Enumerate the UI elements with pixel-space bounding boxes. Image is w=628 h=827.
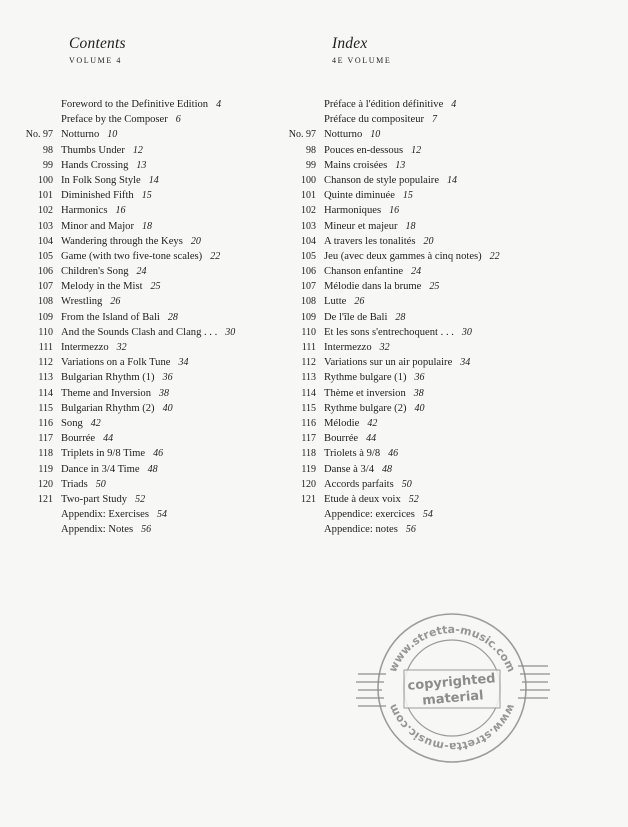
entry-number: 111 (301, 342, 316, 353)
entry-title: Et les sons s'entrechoquent . . . (324, 326, 454, 338)
entry-page: 56 (405, 524, 416, 536)
entry-title: Triplets in 9/8 Time (61, 448, 146, 460)
entry-number: 113 (301, 372, 316, 384)
entry-page: 52 (408, 493, 419, 505)
toc-entry (283, 431, 618, 446)
toc-entry (283, 264, 618, 279)
entry-title: Wrestling (61, 296, 103, 308)
entry-number: 119 (301, 463, 316, 475)
entry-number: 118 (38, 448, 53, 460)
entry-page: 32 (379, 342, 390, 353)
toc-entry (283, 188, 618, 203)
entry-page: 16 (115, 205, 126, 217)
entry-number: 105 (38, 250, 53, 262)
entry-number: 99 (306, 159, 316, 171)
entry-page: 48 (147, 463, 158, 475)
toc-entry (20, 143, 292, 158)
entry-title: Jeu (avec deux gammes à cinq notes) (324, 250, 482, 262)
entry-number: 108 (301, 296, 316, 308)
entry-title: Minor and Major (61, 220, 134, 232)
entry-page: 54 (422, 509, 433, 521)
entry-title: Bourrée (324, 433, 359, 445)
toc-entry (20, 462, 292, 477)
entry-page: 30 (225, 326, 236, 338)
toc-entry (283, 127, 618, 142)
copyright-stamp (352, 608, 552, 768)
entry-title: Préface à l'édition définitive (324, 99, 444, 110)
toc-entry (20, 264, 292, 279)
entry-page: 22 (210, 250, 221, 262)
toc-entry (20, 431, 292, 446)
entry-title: Danse à 3/4 (324, 463, 375, 475)
entry-page: 26 (354, 296, 365, 308)
entry-title: Chanson de style populaire (324, 174, 440, 186)
entry-title: Mineur et majeur (324, 220, 398, 232)
entry-number: 119 (38, 463, 53, 475)
entry-page: 46 (153, 448, 164, 460)
stamp-line1: copyrighted (406, 671, 497, 694)
entry-title: Mélodie dans la brume (324, 281, 422, 293)
entry-title: Intermezzo (324, 342, 372, 353)
entry-page: 34 (178, 357, 189, 369)
stamp-line2: material (421, 688, 485, 709)
entry-number: 103 (38, 220, 53, 232)
toc-entry (20, 446, 292, 461)
entry-page: 46 (388, 448, 399, 460)
entry-title: Harmoniques (324, 205, 382, 217)
entry-page: 32 (116, 342, 127, 353)
entry-page: 6 (175, 114, 181, 126)
entry-page: 40 (414, 402, 425, 414)
toc-entry (283, 477, 618, 492)
entry-page: 40 (162, 402, 173, 414)
toc-entry (283, 219, 618, 234)
toc-entry (20, 173, 292, 188)
entry-page: 12 (411, 144, 422, 156)
index-column (283, 34, 618, 537)
entry-title: Notturno (61, 129, 100, 141)
entry-title: Preface by the Composer (61, 114, 168, 126)
entry-number: 100 (301, 174, 316, 186)
entry-number: 116 (301, 417, 316, 429)
stamp-outer-text-bottom: www.stretta-music.com (386, 701, 518, 754)
entry-page: 4 (451, 99, 457, 110)
toc-entry (20, 507, 292, 522)
toc-entry (20, 188, 292, 203)
entry-page: 16 (389, 205, 400, 217)
entry-title: From the Island of Bali (61, 311, 160, 323)
toc-entry (20, 279, 292, 294)
entry-number: 101 (38, 190, 53, 202)
entry-number: 116 (38, 417, 53, 429)
entry-page: 15 (402, 190, 413, 202)
entry-page: 20 (190, 235, 201, 247)
entry-number: 104 (301, 235, 316, 247)
entry-title: Mains croisées (324, 159, 388, 171)
entry-number: 115 (301, 402, 316, 414)
entry-number: 120 (38, 478, 53, 490)
entry-page: 50 (401, 478, 412, 490)
entry-number: 110 (38, 326, 53, 338)
toc-entry (283, 173, 618, 188)
entry-page: 12 (132, 144, 143, 156)
toc-entry (283, 112, 618, 127)
toc-entry (283, 416, 618, 431)
toc-entry (20, 325, 292, 340)
stamp-outer-text-top: www.stretta-music.com (386, 622, 518, 675)
toc-entry (283, 370, 618, 385)
entry-title: Etude à deux voix (324, 493, 401, 505)
contents-column (20, 34, 292, 537)
entry-title: Accords parfaits (324, 478, 394, 490)
entry-title: Diminished Fifth (61, 190, 134, 202)
entry-title: Triolets à 9/8 (324, 448, 381, 460)
entry-page: 34 (460, 357, 471, 369)
toc-entry (20, 294, 292, 309)
toc-entry (283, 294, 618, 309)
entry-page: 15 (141, 190, 152, 202)
entry-page: 48 (382, 463, 393, 475)
entry-page: 38 (159, 387, 170, 399)
entry-number: 120 (301, 478, 316, 490)
entry-title: A travers les tonalités (324, 235, 416, 247)
entry-title: Game (with two five-tone scales) (61, 250, 203, 262)
entry-number: 105 (301, 250, 316, 262)
entry-page: 42 (367, 417, 378, 429)
entry-number: 102 (301, 205, 316, 217)
entry-title: Variations on a Folk Tune (61, 357, 171, 369)
entry-page: 38 (413, 387, 424, 399)
entry-title: Rythme bulgare (1) (324, 372, 407, 384)
contents-list (20, 97, 292, 537)
entry-page: 18 (141, 220, 152, 232)
entry-title: And the Sounds Clash and Clang . . . (61, 326, 218, 338)
toc-entry (20, 112, 292, 127)
entry-page: 18 (405, 220, 416, 232)
toc-entry (283, 234, 618, 249)
toc-entry (20, 219, 292, 234)
entry-page: 25 (429, 281, 440, 293)
toc-entry (283, 446, 618, 461)
entry-number: 109 (301, 311, 316, 323)
toc-entry (20, 355, 292, 370)
entry-title: Melody in the Mist (61, 281, 143, 293)
toc-entry (283, 97, 618, 112)
entry-page: 25 (150, 281, 161, 293)
entry-page: 28 (167, 311, 178, 323)
entry-number: 114 (301, 387, 316, 399)
toc-entry (283, 462, 618, 477)
entry-title: Variations sur un air populaire (324, 357, 453, 369)
toc-entry (283, 386, 618, 401)
entry-title: Bourrée (61, 433, 96, 445)
toc-entry (20, 416, 292, 431)
entry-page: 56 (141, 524, 152, 536)
entry-title: De l'île de Bali (324, 311, 388, 323)
toc-entry (283, 310, 618, 325)
entry-title: Wandering through the Keys (61, 235, 183, 247)
toc-entry (283, 522, 618, 537)
entry-title: Appendix: Notes (61, 524, 134, 536)
entry-title: Two-part Study (61, 493, 128, 505)
toc-entry (20, 386, 292, 401)
entry-number: 114 (38, 387, 53, 399)
entry-number: 115 (38, 402, 53, 414)
toc-entry (20, 477, 292, 492)
toc-entry (20, 127, 292, 142)
entry-page: 54 (156, 509, 167, 521)
entry-title: Intermezzo (61, 342, 109, 353)
toc-entry (20, 310, 292, 325)
index-heading: Index (332, 35, 368, 52)
entry-title: Notturno (324, 129, 363, 141)
entry-page: 14 (148, 174, 159, 186)
entry-number: 107 (301, 281, 316, 293)
toc-entry (20, 370, 292, 385)
entry-title: Thumbs Under (61, 144, 125, 156)
toc-entry (20, 249, 292, 264)
toc-entry (283, 401, 618, 416)
toc-entry (283, 325, 618, 340)
toc-entry (283, 249, 618, 264)
entry-page: 7 (432, 114, 438, 126)
toc-entry (283, 355, 618, 370)
entry-number: 98 (43, 144, 53, 156)
entry-number: 100 (38, 174, 53, 186)
entry-page: 13 (395, 159, 406, 171)
toc-entry (283, 158, 618, 173)
entry-title: Thème et inversion (324, 387, 406, 399)
entry-number: 107 (38, 281, 53, 293)
entry-number: 108 (38, 296, 53, 308)
entry-page: 20 (423, 235, 434, 247)
contents-heading: Contents (69, 35, 126, 52)
entry-title: Mélodie (324, 417, 360, 429)
entry-title: Song (61, 417, 83, 429)
toc-entry (20, 492, 292, 507)
entry-number: 112 (38, 357, 53, 369)
entry-page: 52 (135, 493, 146, 505)
index-subheading: 4E VOLUME (332, 56, 392, 65)
entry-page: 42 (90, 417, 101, 429)
toc-entry (20, 401, 292, 416)
entry-title: Préface du compositeur (324, 114, 425, 126)
toc-entry (20, 522, 292, 537)
entry-number: 101 (301, 190, 316, 202)
entry-title: Children's Song (61, 266, 129, 278)
entry-page: 10 (370, 129, 381, 141)
entry-page: 50 (95, 478, 106, 490)
entry-page: 4 (216, 99, 222, 110)
entry-title: Quinte diminuée (324, 190, 395, 202)
contents-subheading: VOLUME 4 (69, 56, 123, 65)
entry-page: 13 (136, 159, 147, 171)
toc-entry (283, 203, 618, 218)
entry-number: 106 (301, 266, 316, 278)
toc-entry (283, 507, 618, 522)
entry-page: 24 (411, 266, 422, 278)
toc-entry (20, 340, 292, 355)
entry-title: Pouces en-dessous (324, 144, 404, 156)
entry-page: 14 (447, 174, 458, 186)
entry-number: 121 (38, 493, 53, 505)
entry-page: 26 (110, 296, 121, 308)
toc-entry (20, 158, 292, 173)
toc-entry (283, 279, 618, 294)
entry-number: 113 (38, 372, 53, 384)
entry-page: 22 (489, 250, 500, 262)
entry-title: Hands Crossing (61, 159, 129, 171)
entry-title: Chanson enfantine (324, 266, 404, 278)
entry-number: 104 (38, 235, 53, 247)
toc-entry (283, 340, 618, 355)
entry-number: No. 97 (288, 129, 316, 141)
entry-page: 44 (366, 433, 377, 445)
entry-number: No. 97 (25, 129, 53, 141)
entry-title: In Folk Song Style (61, 174, 141, 186)
entry-number: 99 (43, 159, 53, 171)
entry-number: 106 (38, 266, 53, 278)
entry-number: 117 (38, 433, 53, 445)
entry-title: Foreword to the Definitive Edition (61, 99, 209, 110)
entry-title: Harmonics (61, 205, 108, 217)
entry-title: Triads (61, 478, 88, 490)
toc-entry (20, 234, 292, 249)
entry-title: Dance in 3/4 Time (61, 463, 140, 475)
entry-title: Appendix: Exercises (61, 509, 149, 521)
entry-number: 110 (301, 326, 316, 338)
toc-entry (20, 97, 292, 112)
entry-page: 36 (414, 372, 425, 384)
entry-page: 24 (136, 266, 147, 278)
entry-number: 118 (301, 448, 316, 460)
entry-title: Bulgarian Rhythm (1) (61, 372, 155, 384)
entry-title: Theme and Inversion (61, 387, 152, 399)
entry-page: 44 (103, 433, 114, 445)
entry-title: Lutte (324, 296, 347, 308)
entry-title: Appendice: notes (324, 524, 398, 536)
toc-entry (283, 492, 618, 507)
entry-number: 111 (38, 342, 53, 353)
entry-number: 102 (38, 205, 53, 217)
entry-page: 36 (162, 372, 173, 384)
entry-number: 109 (38, 311, 53, 323)
toc-entry (20, 203, 292, 218)
entry-number: 98 (306, 144, 316, 156)
toc-entry (283, 143, 618, 158)
entry-number: 112 (301, 357, 316, 369)
entry-page: 10 (107, 129, 118, 141)
entry-page: 30 (461, 326, 472, 338)
entry-title: Rythme bulgare (2) (324, 402, 407, 414)
entry-number: 103 (301, 220, 316, 232)
entry-title: Bulgarian Rhythm (2) (61, 402, 155, 414)
entry-number: 117 (301, 433, 316, 445)
entry-title: Appendice: exercices (324, 509, 415, 521)
entry-page: 28 (395, 311, 406, 323)
entry-number: 121 (301, 493, 316, 505)
index-list (283, 97, 618, 537)
